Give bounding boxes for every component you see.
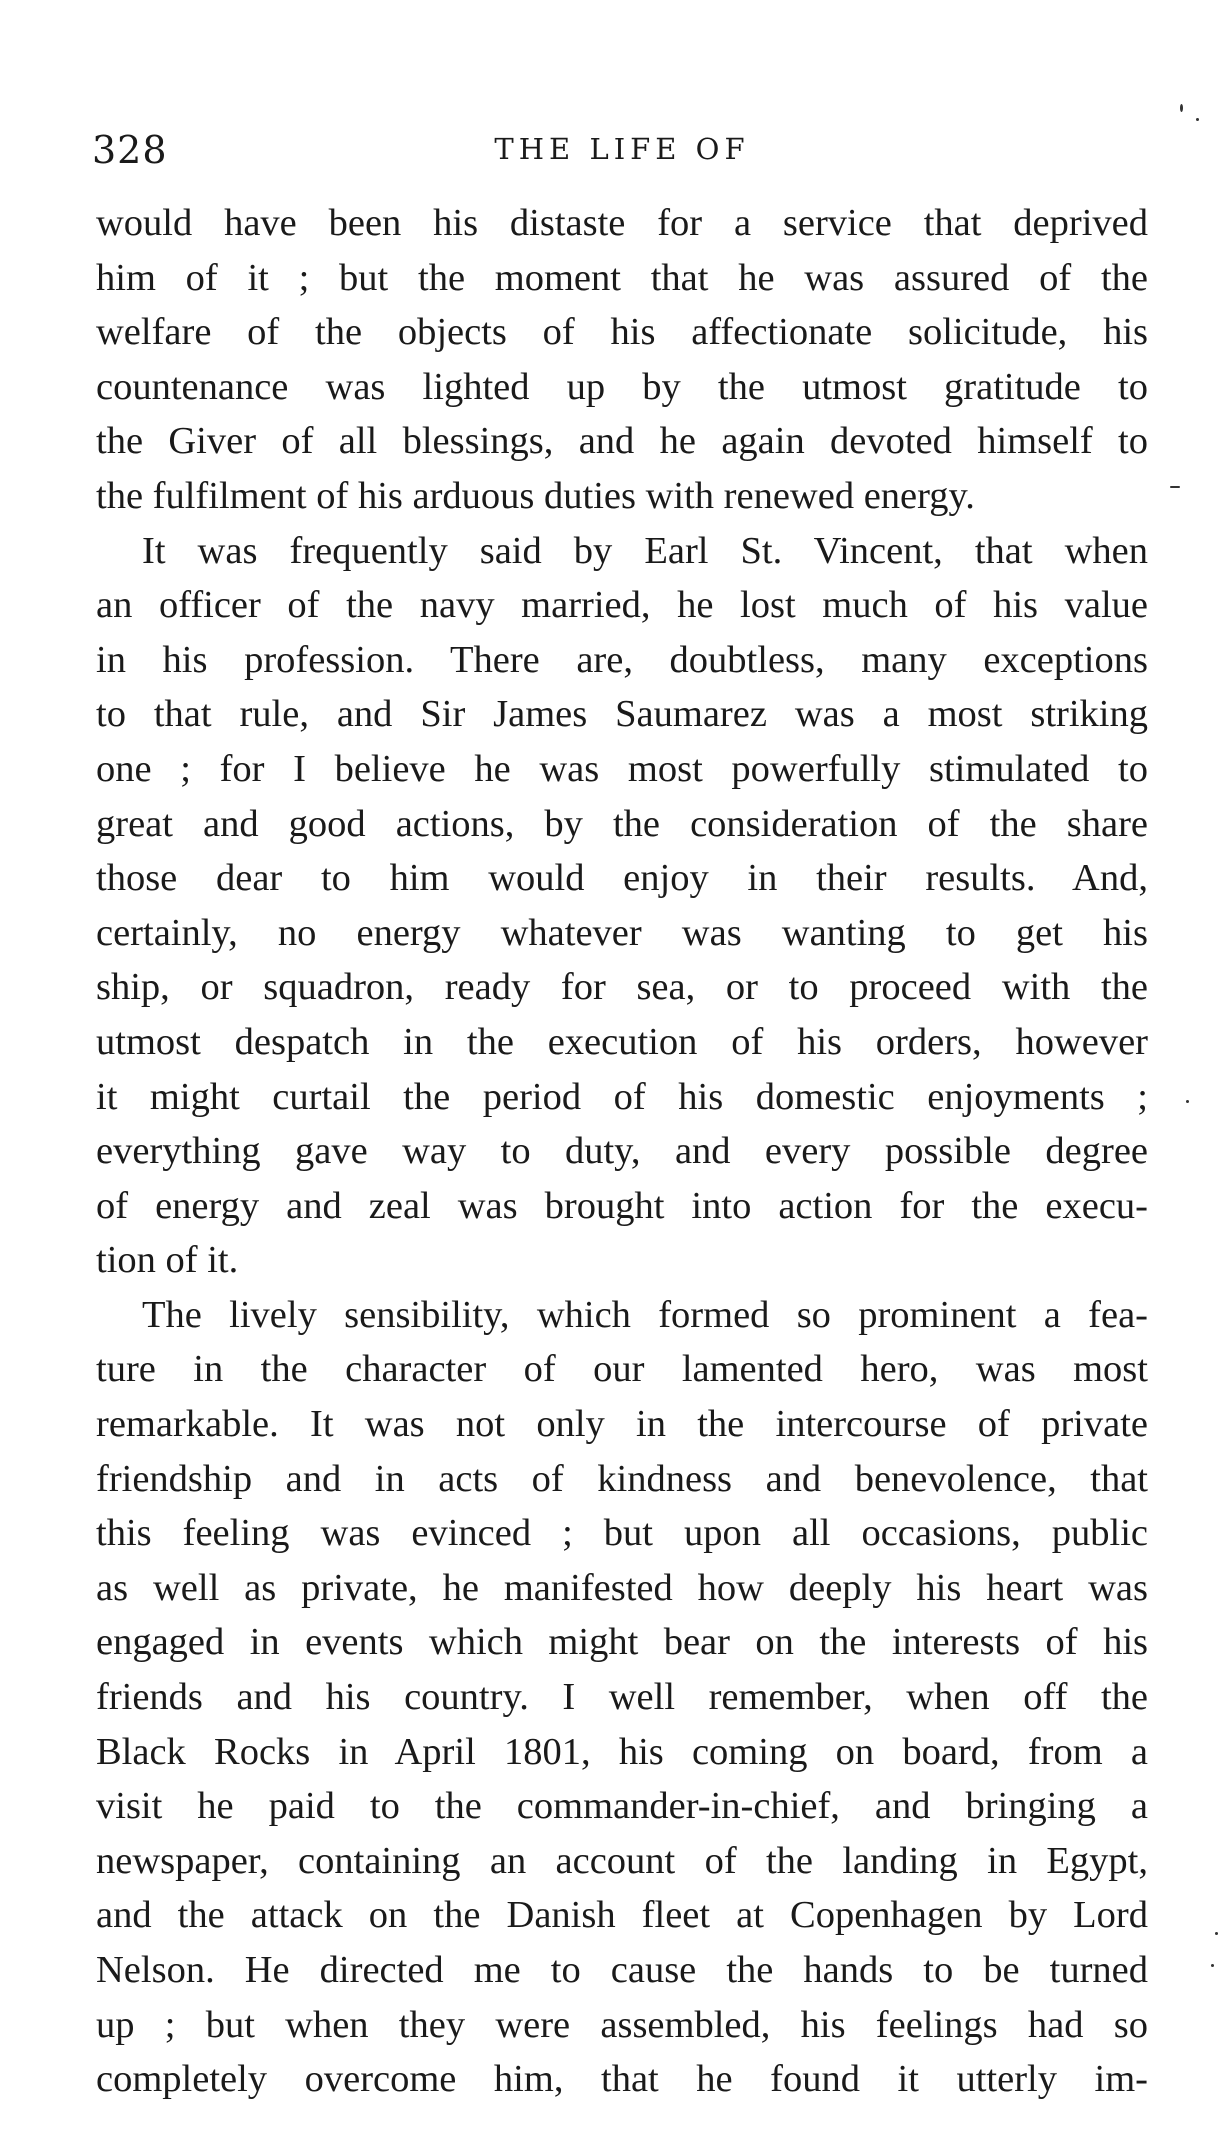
text-line: of energy and zeal was brought into action for the execu-	[96, 1184, 1148, 1227]
text-line: visit he paid to the commander-in-chief, and bringing a	[96, 1785, 1148, 1828]
text-line: ship, or squadron, ready for sea, or to proceed with the	[96, 966, 1148, 1009]
print-speck	[1215, 1932, 1218, 1935]
print-speck	[1186, 1100, 1189, 1103]
paragraph-2	[96, 524, 1148, 1288]
text-line: Black Rocks in April 1801, his coming on board, from a	[96, 1730, 1148, 1773]
text-line: It was frequently said by Earl St. Vincent, that when	[142, 529, 1148, 572]
text-line: tion of it.	[96, 1239, 239, 1282]
print-speck	[1211, 1964, 1214, 1967]
paragraph-3	[96, 1288, 1148, 2107]
text-line: remarkable. It was not only in the intercourse of private	[96, 1403, 1148, 1446]
print-speck	[1180, 104, 1183, 112]
text-line: would have been his distaste for a service that deprived	[96, 202, 1148, 244]
text-line: as well as private, he manifested how deeply his heart was	[96, 1566, 1148, 1609]
text-line: this feeling was evinced ; but upon all occasions, public	[96, 1512, 1148, 1555]
page-number: 328	[92, 128, 168, 172]
body-text	[96, 196, 1148, 2107]
text-line: completely overcome him, that he found it utterly im-	[96, 2058, 1148, 2101]
text-line: utmost despatch in the execution of his orders, however	[96, 1020, 1148, 1063]
text-line: to that rule, and Sir James Saumarez was a most striking	[96, 693, 1148, 736]
text-line: those dear to him would enjoy in their results. And,	[96, 857, 1148, 900]
text-line: everything gave way to duty, and every possible degree	[96, 1130, 1148, 1173]
running-title: THE LIFE OF	[494, 132, 750, 166]
print-speck	[1170, 486, 1180, 488]
text-line: countenance was lighted up by the utmost gratitude to	[96, 365, 1148, 408]
text-line: one ; for I believe he was most powerfully stimulated to	[96, 747, 1148, 790]
paragraph-1	[96, 196, 1148, 524]
text-line: certainly, no energy whatever was wanting to get his	[96, 911, 1148, 954]
text-line: friendship and in acts of kindness and benevolence, that	[96, 1457, 1148, 1500]
text-line: friends and his country. I well remember, when off the	[96, 1676, 1148, 1719]
text-line: The lively sensibility, which formed so prominent a fea-	[142, 1293, 1148, 1336]
text-line: the fulfilment of his arduous duties with renewed energy.	[96, 474, 975, 517]
print-speck	[1196, 118, 1199, 121]
text-line: ture in the character of our lamented hero, was most	[96, 1348, 1148, 1391]
text-line: an officer of the navy married, he lost much of his value	[96, 584, 1148, 627]
text-line: in his profession. There are, doubtless, many exceptions	[96, 638, 1148, 681]
text-line: the Giver of all blessings, and he again devoted himself to	[96, 420, 1148, 463]
text-line: and the attack on the Danish fleet at Copenhagen by Lord	[96, 1894, 1148, 1937]
page-header	[92, 128, 1152, 188]
text-line: newspaper, containing an account of the landing in Egypt,	[96, 1839, 1148, 1882]
text-line: him of it ; but the moment that he was assured of the	[96, 256, 1148, 299]
text-line: welfare of the objects of his affectionate solicitude, his	[96, 311, 1148, 354]
text-line: great and good actions, by the consideration of the share	[96, 802, 1148, 845]
text-line: it might curtail the period of his domestic enjoyments ;	[96, 1075, 1148, 1118]
text-line: engaged in events which might bear on the interests of his	[96, 1621, 1148, 1664]
text-line: Nelson. He directed me to cause the hands to be turned	[96, 1949, 1148, 1991]
text-line: up ; but when they were assembled, his feelings had so	[96, 2003, 1148, 2046]
